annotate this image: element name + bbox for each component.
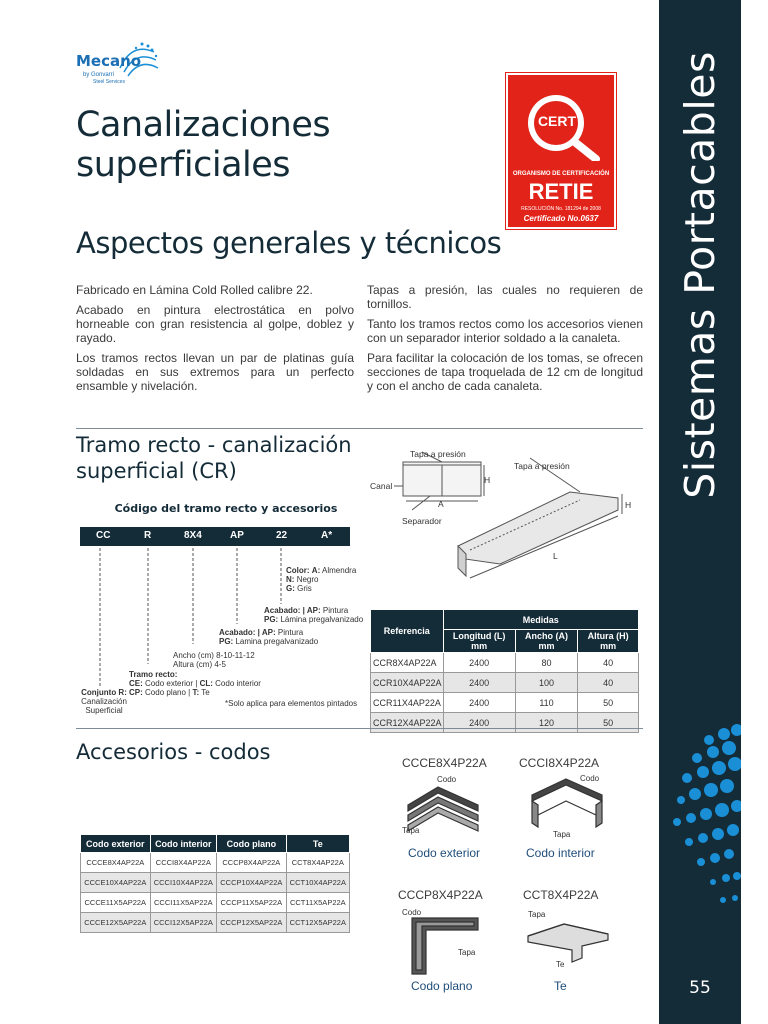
- divider: [76, 428, 643, 429]
- code-segment: A*: [321, 530, 333, 541]
- code-title: Código del tramo recto y accesorios: [114, 502, 338, 515]
- section-title-general: Aspectos generales y técnicos: [76, 226, 502, 260]
- table-header: Longitud (L) mm: [443, 630, 515, 653]
- paragraph: Tapas a presión, las cuales no requieren de tornillos.: [367, 283, 643, 311]
- code-segment: 22: [276, 530, 288, 541]
- dots-pattern: [659, 720, 741, 950]
- diagram-label: Canal: [370, 481, 393, 491]
- table-row: CCCE12X5AP22A CCCI12X5AP22A CCCP12X5AP22A CCT12X5AP22A: [81, 913, 350, 933]
- table-header: Codo interior: [150, 835, 216, 853]
- table-header: Codo exterior: [81, 835, 151, 853]
- paragraph: Acabado en pintura electrostática en polvo horneable con gran resistencia al golpe, doblez y rayado.: [76, 303, 354, 345]
- table-row: CCR10X4AP22A 2400 100 40: [371, 673, 639, 693]
- page-title: Canalizaciones superficiales: [76, 105, 331, 185]
- table-header: Codo plano: [217, 835, 287, 853]
- table-header: Ancho (A) mm: [515, 630, 578, 653]
- table-header: Te: [286, 835, 349, 853]
- divider: [76, 728, 643, 729]
- diagram-label: H: [625, 500, 632, 510]
- code-segment: CC: [96, 530, 111, 541]
- table-row: CCCE10X4AP22A CCCI10X4AP22A CCCP10X4AP22A CCT10X4AP22A: [81, 873, 350, 893]
- page-number: 55: [689, 978, 711, 998]
- tee-icon: [524, 910, 614, 970]
- body-left-column: [76, 283, 354, 399]
- cert-name: RETIE: [528, 179, 594, 204]
- side-title: Sistemas Portacables: [676, 51, 724, 499]
- table-header: Referencia: [371, 610, 444, 653]
- code-segment: 8X4: [184, 530, 202, 541]
- diagram-label: A: [438, 499, 444, 509]
- measure-table: [370, 609, 639, 733]
- accessory-code: CCT8X4P22A: [523, 888, 599, 902]
- accessory-name: Te: [554, 979, 567, 993]
- table-row: CCCE11X5AP22A CCCI11X5AP22A CCCP11X5AP22A CCT11X5AP22A: [81, 893, 350, 913]
- table-row: CCCE8X4AP22A CCCI8X4AP22A CCCP8X4AP22A CCT8X4AP22A: [81, 853, 350, 873]
- cert-number: Certificado No.0637: [523, 214, 599, 223]
- diagram-label: H: [484, 475, 491, 485]
- logo-name: Mecano: [76, 52, 142, 70]
- code-label-acabado-1: Acabado: | AP: Pintura PG: Lámina pregalvanizado: [264, 606, 364, 624]
- accessory-name: Codo interior: [526, 846, 595, 860]
- code-label-tramo: Tramo recto: CE: Codo exterior | CL: Codo interior CP: Codo plano | T: Te: [129, 670, 261, 697]
- accessory-label: Tapa: [528, 910, 546, 919]
- accessory-label: Te: [556, 960, 565, 969]
- accessory-label: Codo: [402, 908, 422, 917]
- cert-org: ORGANISMO DE CERTIFICACIÓN: [512, 171, 610, 177]
- diagram-label: Tapa a presión: [410, 449, 466, 459]
- paragraph: Los tramos rectos llevan un par de platinas guía soldadas en sus extremos para un perfecto ensamble y nivelación.: [76, 351, 354, 393]
- accessory-name: Codo plano: [411, 979, 473, 993]
- code-note: *Solo aplica para elementos pintados: [225, 699, 358, 708]
- accessory-label: Codo: [580, 774, 600, 783]
- diagram-label: L: [553, 551, 558, 561]
- paragraph: Para facilitar la colocación de los tomas, se ofrecen secciones de tapa troquelada de 12 cm de longitud y con el ancho de cada canaleta.: [367, 351, 643, 393]
- section-title-straight: Tramo recto - canalización superficial (CR): [76, 433, 352, 483]
- cert-top-text: CERT: [537, 113, 577, 129]
- cert-resolution: RESOLUCIÓN No. 181294 de 2008: [521, 206, 601, 212]
- accessories-table: [80, 834, 350, 933]
- table-row: CCR11X4AP22A 2400 110 50: [371, 693, 639, 713]
- accessory-label: Tapa: [402, 826, 420, 835]
- body-right-column: [367, 283, 643, 399]
- accessory-label: Tapa: [553, 830, 571, 839]
- accessory-label: Tapa: [458, 948, 476, 957]
- code-label-dimensions: Ancho (cm) 8-10-11-12 Altura (cm) 4-5: [173, 651, 255, 669]
- table-header: Altura (H) mm: [578, 630, 639, 653]
- elbow-flat-icon: [402, 908, 492, 980]
- accessory-code: CCCP8X4P22A: [398, 888, 483, 902]
- diagram-label: Separador: [402, 516, 442, 526]
- section-title-accessories: Accesorios - codos: [76, 740, 271, 764]
- code-segment: AP: [230, 530, 244, 541]
- code-label-acabado-2: Acabado: | AP: Pintura PG: Lamina pregalvanizado: [219, 628, 319, 646]
- table-row: CCR12X4AP22A 2400 120 50: [371, 713, 639, 733]
- table-row: CCR8X4AP22A 2400 80 40: [371, 653, 639, 673]
- paragraph: Tanto los tramos rectos como los accesorios vienen con un separador interior soldado a la canaleta.: [367, 317, 643, 345]
- accessory-name: Codo exterior: [408, 846, 481, 860]
- table-header: Medidas: [443, 610, 638, 630]
- code-label-conjunto: Conjunto R: Canalización Superficial: [81, 688, 127, 715]
- code-label-color: Color: A: Almendra N: Negro G: Gris: [286, 566, 357, 593]
- diagram-label: Tapa a presión: [514, 461, 570, 471]
- logo-by: by Gonvarri: [83, 72, 115, 78]
- logo-subtitle: Steel Services: [93, 79, 125, 85]
- accessory-code: CCCI8X4P22A: [519, 756, 600, 770]
- accessory-code: CCCE8X4P22A: [402, 756, 487, 770]
- cert-badge: [506, 73, 616, 229]
- accessory-label: Codo: [437, 775, 457, 784]
- code-bar: [80, 527, 350, 546]
- paragraph: Fabricado en Lámina Cold Rolled calibre 22.: [76, 283, 313, 297]
- code-segment: R: [144, 530, 152, 541]
